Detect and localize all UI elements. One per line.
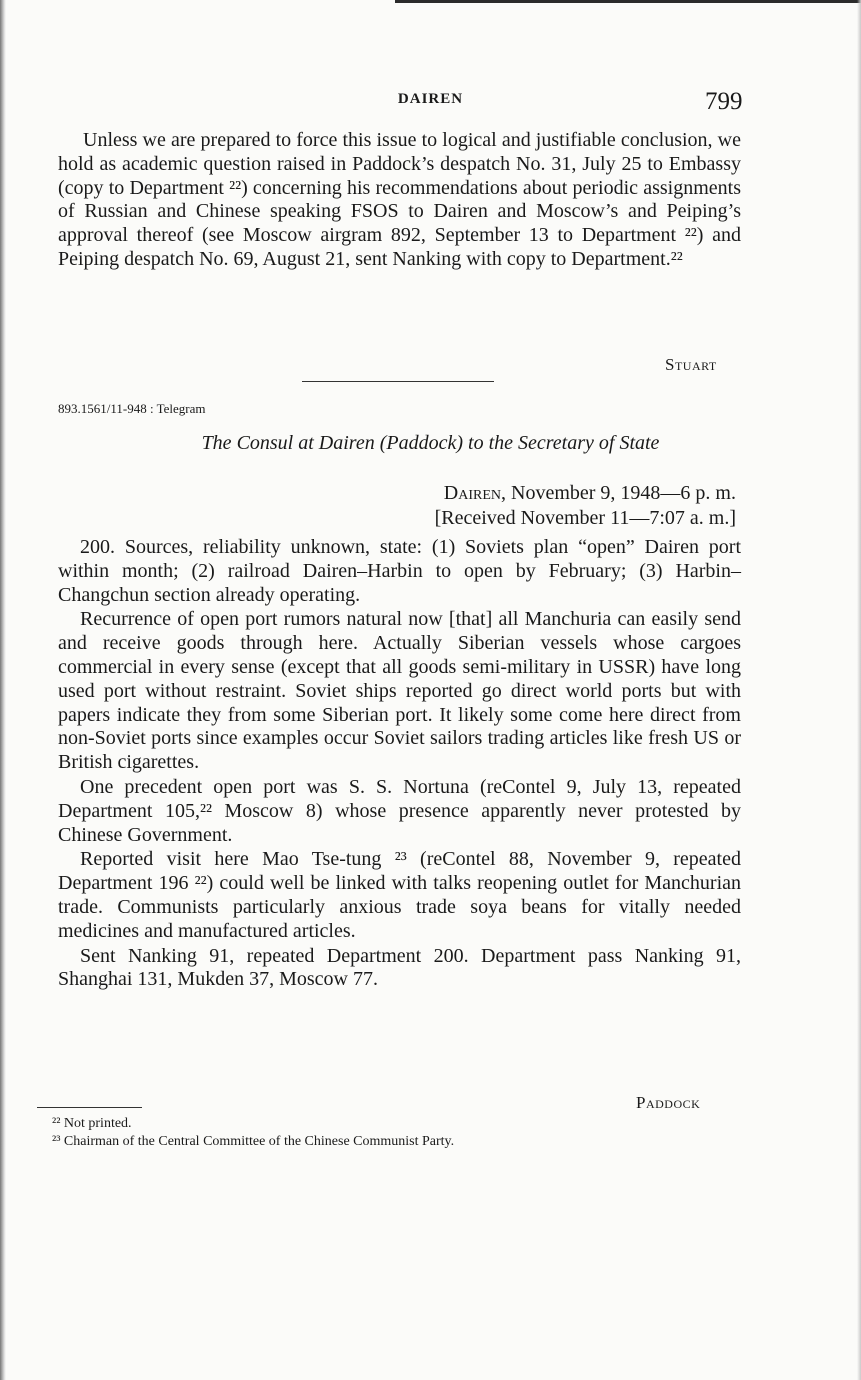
dateline-place: Dairen bbox=[443, 482, 502, 504]
dateline-date: , November 9, 1948—6 p. m. bbox=[501, 482, 736, 504]
page-number: 799 bbox=[705, 88, 743, 115]
paragraph: Recurrence of open port rumors natural now [that] all Manchuria can easily send and receive goods through here. Actually Siberian vessels whose cargoes commercial in every sense (except that all goods semi-military in USSR) have long used port without restraint. Soviet ships reported go direct world ports but with papers indicate they from some Siberian port. It likely some come here direct from non-Soviet ports since examples occur Soviet sailors trading articles like fresh US or British cigarettes. bbox=[58, 608, 741, 774]
received-line: [Received November 11—7:07 a. m.] bbox=[434, 507, 736, 529]
footnote-22: ²² Not printed. bbox=[52, 1116, 132, 1131]
footnotes bbox=[52, 1115, 692, 1151]
file-reference: 893.1561/11-948 : Telegram bbox=[58, 401, 206, 416]
paragraph: Sent Nanking 91, repeated Department 200. Department pass Nanking 91, Shanghai 131, Mukden 37, Moscow 77. bbox=[58, 944, 741, 991]
footnote-rule bbox=[37, 1107, 142, 1108]
dateline bbox=[330, 482, 736, 505]
scan-edge-left bbox=[0, 0, 6, 1380]
scan-edge-top bbox=[395, 0, 861, 3]
signature-paddock: Paddock bbox=[636, 1093, 701, 1112]
paragraph: Reported visit here Mao Tse-tung ²³ (reContel 88, November 9, repeated Department 196 ²²) could well be linked with talks reopening outlet for Manchurian trade. Communists particularly anxious trade soya beans for vitally needed medicines and manufactured articles. bbox=[58, 848, 741, 942]
paragraph: 200. Sources, reliability unknown, state: (1) Soviets plan “open” Dairen port within month; (2) railroad Dairen–Harbin to open by February; (3) Harbin–Changchun section already operating. bbox=[58, 536, 741, 606]
document-title: The Consul at Dairen (Paddock) to the Secretary of State bbox=[201, 432, 660, 454]
running-head: DAIREN bbox=[397, 91, 464, 107]
paragraph: One precedent open port was S. S. Nortuna (reContel 9, July 13, repeated Department 105,²² Moscow 8) whose presence apparently never protested by Chinese Government. bbox=[58, 775, 741, 846]
paragraph-top: Unless we are prepared to force this issue to logical and justifiable conclusion, we hold as academic question raised in Paddock’s despatch No. 31, July 25 to Embassy (copy to Department ²²) concerning his recommendations about periodic assignments of Russian and Chinese speaking FSOS to Dairen and Moscow’s and Peiping’s approval thereof (see Moscow airgram 892, September 13 to Department ²²) and Peiping despatch No. 69, August 21, sent Nanking with copy to Department.²² bbox=[58, 129, 741, 270]
signature-stuart: Stuart bbox=[665, 355, 717, 374]
section-divider bbox=[302, 381, 494, 382]
telegram-body bbox=[58, 536, 741, 993]
footnote-23: ²³ Chairman of the Central Committee of the Chinese Communist Party. bbox=[52, 1134, 455, 1149]
scan-edge-right bbox=[857, 0, 861, 1380]
